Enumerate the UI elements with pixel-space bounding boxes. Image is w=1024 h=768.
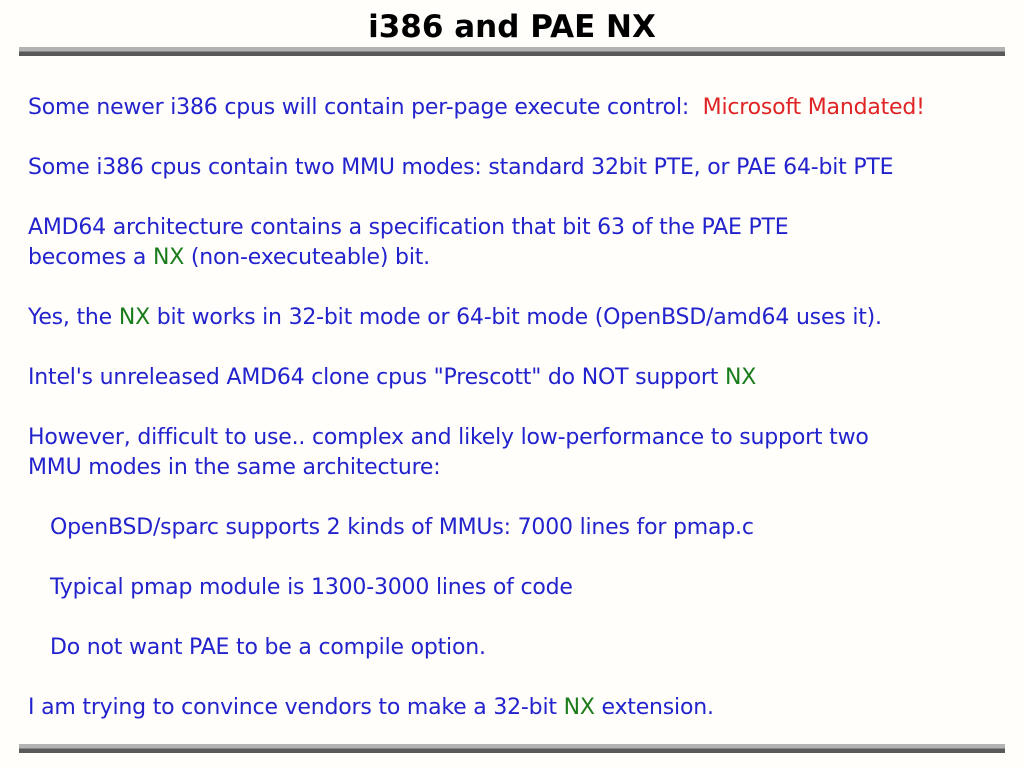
paragraph bbox=[50, 513, 1012, 543]
paragraph bbox=[50, 573, 1012, 603]
text-line bbox=[28, 693, 1012, 723]
text-segment: Some i386 cpus contain two MMU modes: standard 32bit PTE, or PAE 64-bit PTE bbox=[28, 155, 894, 180]
paragraph bbox=[28, 303, 1012, 333]
text-line bbox=[28, 453, 1012, 483]
paragraph bbox=[28, 423, 1012, 483]
text-line bbox=[28, 93, 1012, 123]
text-segment: Typical pmap module is 1300-3000 lines of code bbox=[50, 575, 573, 600]
text-line bbox=[28, 153, 1012, 183]
text-segment: bit works in 32-bit mode or 64-bit mode (OpenBSD/amd64 uses it). bbox=[149, 305, 882, 330]
paragraph bbox=[28, 693, 1012, 723]
text-line bbox=[50, 513, 1012, 543]
text-segment: However, difficult to use.. complex and likely low-performance to support two bbox=[28, 425, 869, 450]
text-segment: AMD64 architecture contains a specification that bit 63 of the PAE PTE bbox=[28, 215, 789, 240]
text-segment: MMU modes in the same architecture: bbox=[28, 455, 441, 480]
text-segment: NX bbox=[152, 245, 185, 270]
text-line bbox=[28, 213, 1012, 243]
paragraph bbox=[28, 363, 1012, 393]
slide-title: i386 and PAE NX bbox=[368, 9, 656, 45]
slide-body bbox=[28, 93, 1012, 753]
text-line bbox=[28, 303, 1012, 333]
paragraph bbox=[28, 153, 1012, 183]
text-line bbox=[28, 363, 1012, 393]
text-line bbox=[50, 633, 1012, 663]
text-segment: Some newer i386 cpus will contain per-page execute control: bbox=[28, 95, 703, 120]
text-segment: NX bbox=[563, 695, 595, 720]
paragraph bbox=[28, 213, 1012, 273]
text-segment: Intel's unreleased AMD64 clone cpus "Prescott" do NOT support bbox=[28, 365, 725, 390]
text-line bbox=[50, 573, 1012, 603]
text-segment: (non-executeable) bit. bbox=[184, 245, 430, 270]
header-rule bbox=[19, 47, 1005, 56]
text-segment: NX bbox=[118, 305, 150, 330]
text-segment: Do not want PAE to be a compile option. bbox=[50, 635, 486, 660]
text-segment: Microsoft Mandated! bbox=[702, 95, 925, 120]
text-segment: NX bbox=[725, 365, 757, 390]
text-segment: extension. bbox=[594, 695, 714, 720]
text-line bbox=[28, 243, 1012, 273]
text-segment: OpenBSD/sparc supports 2 kinds of MMUs: 7000 lines for pmap.c bbox=[50, 515, 754, 540]
text-segment: Yes, the bbox=[28, 305, 119, 330]
text-line bbox=[28, 423, 1012, 453]
footer-rule bbox=[19, 744, 1005, 753]
paragraph bbox=[28, 93, 1012, 123]
text-segment: I am trying to convince vendors to make a 32-bit bbox=[28, 695, 564, 720]
text-segment: becomes a bbox=[28, 245, 153, 270]
paragraph bbox=[50, 633, 1012, 663]
